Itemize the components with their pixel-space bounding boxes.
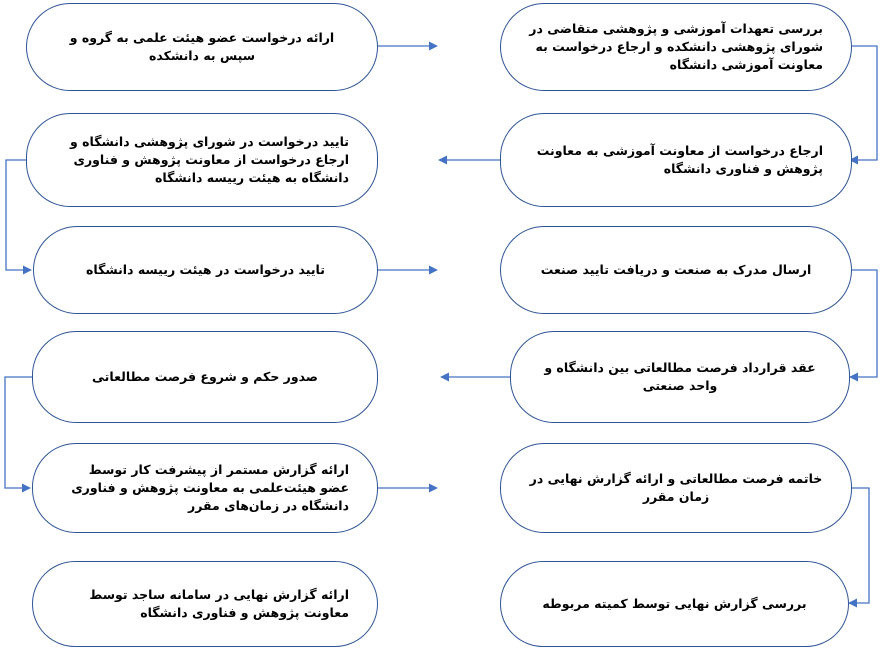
step-progress-reports: [32, 443, 378, 533]
step-submit-in-sajed: [32, 561, 378, 647]
step-end-and-final-report-text: خاتمه فرصت مطالعاتی و ارائه گزارش نهایی در زمان مقرر: [529, 470, 823, 504]
arrow-s2-to-s3: [850, 46, 877, 160]
step-issue-order-text: صدور حکم و شروع فرصت مطالعاتی: [92, 368, 318, 384]
arrow-s8-to-s9: [5, 377, 32, 488]
step-refer-to-research-deputy-text: ارجاع درخواست از معاونت آموزشی به معاونت پژوهش و فناوری دانشگاه: [536, 142, 823, 176]
step-university-council-approval-text: تایید درخواست در شورای پژوهشی دانشگاه و ارجاع درخواست از معاونت پژوهش و فناوری دانشگاه به هیئت رییسه دانشگاه: [70, 133, 349, 186]
step-faculty-review: [500, 3, 852, 91]
step-university-council-approval: [26, 113, 378, 207]
step-submit-in-sajed-text: ارائه گزارش نهایی در سامانه ساجد توسط معاونت پژوهش و فناوری دانشگاه: [89, 586, 349, 620]
step-send-to-industry-text: ارسال مدرک به صنعت و دریافت تایید صنعت: [540, 261, 812, 277]
step-committee-review-text: بررسی گزارش نهایی توسط کمیته مربوطه: [542, 595, 807, 611]
step-board-approval-text: تایید درخواست در هیئت رییسه دانشگاه: [86, 261, 325, 277]
step-submit-request: [26, 3, 378, 91]
step-progress-reports-text: ارائه گزارش مستمر از پیشرفت کار توسط عضو هیئت‌علمی به معاونت پژوهش و فناوری دانشگاه در زمان‌های مقرر: [71, 461, 349, 514]
step-issue-order: [32, 331, 378, 423]
step-refer-to-research-deputy: [500, 113, 852, 207]
step-committee-review: [500, 561, 849, 647]
step-board-approval: [33, 226, 378, 314]
step-faculty-review-text: بررسی تعهدات آموزشی و پژوهشی متقاضی در شورای پژوهشی دانشکده و ارجاع درخواست به معاونت آموزشی دانشگاه: [529, 20, 823, 73]
step-submit-request-text: ارائه درخواست عضو هیئت علمی به گروه و سپس به دانشکده: [69, 29, 335, 63]
step-end-and-final-report: [500, 443, 852, 533]
arrow-s6-to-s7: [850, 270, 877, 377]
arrow-s10-to-s11: [849, 488, 869, 603]
step-sign-contract: [510, 331, 850, 423]
step-sign-contract-text: عقد قرارداد فرصت مطالعاتی بین دانشگاه و واحد صنعتی: [544, 359, 816, 393]
step-send-to-industry: [500, 226, 852, 314]
